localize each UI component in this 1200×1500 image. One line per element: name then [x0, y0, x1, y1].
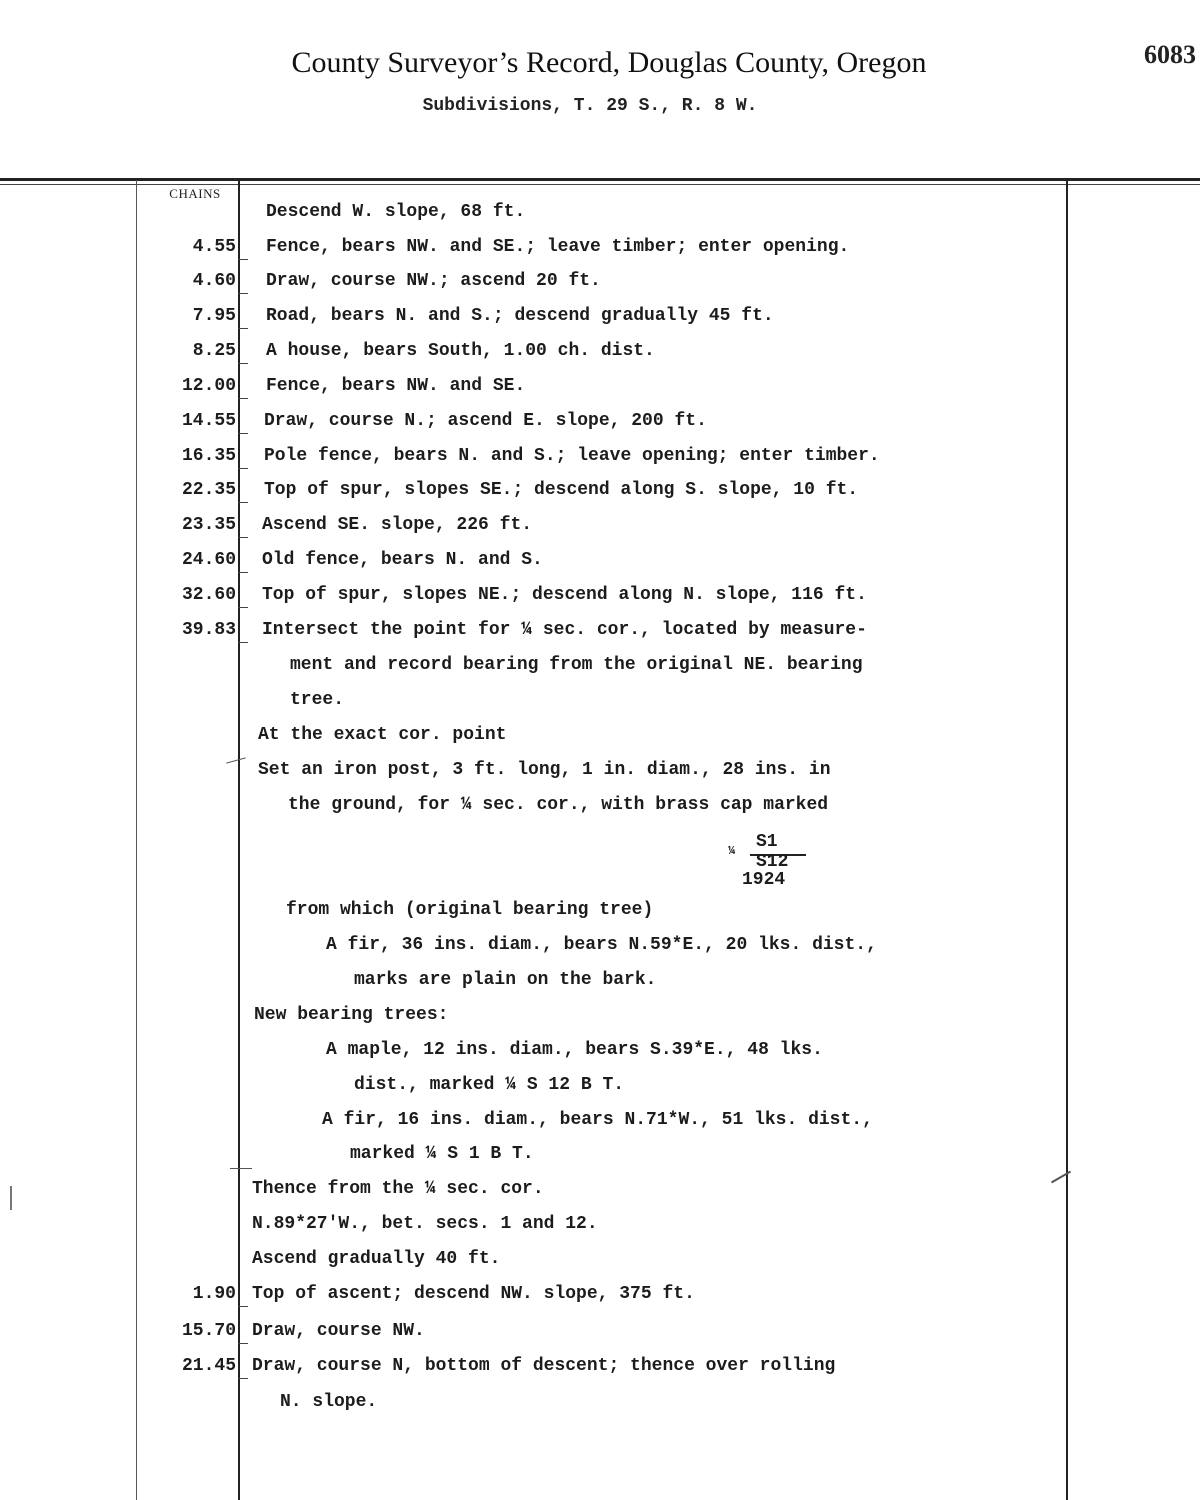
note-text: Top of spur, slopes NE.; descend along N. slope, 116 ft.	[262, 585, 867, 605]
note-text: marks are plain on the bark.	[354, 970, 657, 990]
table-row	[0, 931, 1200, 959]
scan-mark	[230, 1168, 252, 1169]
row-tick	[238, 1378, 248, 1379]
table-row	[0, 337, 1200, 365]
note-text: New bearing trees:	[254, 1005, 449, 1025]
table-row	[0, 1001, 1200, 1029]
table-row	[0, 616, 1200, 644]
table-row	[0, 1245, 1200, 1273]
table-row	[0, 511, 1200, 539]
brass-cap-bottom: S12	[756, 852, 789, 872]
table-row	[0, 686, 1200, 714]
table-row	[0, 651, 1200, 679]
row-tick	[238, 328, 248, 329]
row-tick	[238, 398, 248, 399]
chains-distance: 22.35	[181, 480, 236, 500]
row-tick	[238, 363, 248, 364]
row-tick	[238, 433, 248, 434]
table-row	[0, 581, 1200, 609]
table-row	[0, 372, 1200, 400]
scan-mark	[10, 1186, 12, 1210]
chains-distance: 16.35	[181, 446, 236, 466]
chains-distance: 4.60	[192, 271, 236, 291]
table-row	[0, 1036, 1200, 1064]
note-text: dist., marked ¼ S 12 B T.	[354, 1075, 625, 1095]
chains-distance: 4.55	[192, 237, 236, 257]
table-row	[0, 407, 1200, 435]
table-row	[0, 1280, 1200, 1308]
header-rule	[0, 178, 1200, 181]
note-text: At the exact cor. point	[258, 725, 507, 745]
note-text: Intersect the point for ¼ sec. cor., located by measure-	[262, 620, 867, 640]
chains-distance: 23.35	[181, 515, 236, 535]
table-row	[0, 1071, 1200, 1099]
table-row	[0, 1352, 1200, 1380]
note-text: N. slope.	[280, 1392, 378, 1412]
table-row	[0, 966, 1200, 994]
note-text: Ascend SE. slope, 226 ft.	[262, 515, 533, 535]
note-text: Draw, course NW.	[252, 1321, 425, 1341]
note-text: from which (original bearing tree)	[286, 900, 654, 920]
table-row	[0, 1210, 1200, 1238]
chains-distance: 39.83	[181, 620, 236, 640]
note-text: the ground, for ¼ sec. cor., with brass cap marked	[288, 795, 829, 815]
note-text: A fir, 36 ins. diam., bears N.59*E., 20 lks. dist.,	[326, 935, 877, 955]
chains-distance: 12.00	[181, 376, 236, 396]
chains-distance: 14.55	[181, 411, 236, 431]
table-row	[0, 721, 1200, 749]
chains-distance: 8.25	[192, 341, 236, 361]
table-row	[0, 1388, 1200, 1416]
chains-distance: 1.90	[192, 1284, 236, 1304]
table-row	[0, 791, 1200, 819]
table-row	[0, 896, 1200, 924]
table-row	[0, 546, 1200, 574]
note-text: Top of spur, slopes SE.; descend along S. slope, 10 ft.	[264, 480, 859, 500]
table-row	[0, 476, 1200, 504]
brass-cap-fraction: ¼	[728, 844, 736, 858]
note-text: Road, bears N. and S.; descend gradually 45 ft.	[266, 306, 774, 326]
table-row	[0, 198, 1200, 226]
note-text: Descend W. slope, 68 ft.	[266, 202, 526, 222]
note-text: Ascend gradually 40 ft.	[252, 1249, 501, 1269]
note-text: Draw, course N, bottom of descent; thence over rolling	[252, 1356, 836, 1376]
note-text: Pole fence, bears N. and S.; leave opening; enter timber.	[264, 446, 880, 466]
note-text: A maple, 12 ins. diam., bears S.39*E., 48 lks.	[326, 1040, 823, 1060]
brass-cap-top: S1	[756, 832, 778, 852]
row-tick	[238, 468, 248, 469]
note-text: Top of ascent; descend NW. slope, 375 ft.	[252, 1284, 695, 1304]
row-tick	[238, 1306, 248, 1307]
chains-distance: 21.45	[181, 1356, 236, 1376]
note-text: Draw, course NW.; ascend 20 ft.	[266, 271, 601, 291]
chains-distance: 15.70	[181, 1321, 236, 1341]
note-text: Set an iron post, 3 ft. long, 1 in. diam., 28 ins. in	[258, 760, 831, 780]
chains-distance: 24.60	[181, 550, 236, 570]
brass-cap-year: 1924	[742, 870, 786, 890]
header-rule-thin	[0, 184, 1200, 185]
table-row	[0, 442, 1200, 470]
table-row	[0, 1175, 1200, 1203]
row-tick	[238, 642, 248, 643]
note-text: Thence from the ¼ sec. cor.	[252, 1179, 544, 1199]
row-tick	[238, 502, 248, 503]
note-text: A fir, 16 ins. diam., bears N.71*W., 51 lks. dist.,	[322, 1110, 873, 1130]
table-row	[0, 1140, 1200, 1168]
row-tick	[238, 607, 248, 608]
page-subtitle: Subdivisions, T. 29 S., R. 8 W.	[422, 96, 758, 116]
table-row	[0, 302, 1200, 330]
row-tick	[238, 537, 248, 538]
table-row	[0, 233, 1200, 261]
note-text: marked ¼ S 1 B T.	[350, 1144, 534, 1164]
table-row	[0, 756, 1200, 784]
note-text: N.89*27'W., bet. secs. 1 and 12.	[252, 1214, 598, 1234]
table-row	[0, 267, 1200, 295]
table-row	[0, 1106, 1200, 1134]
note-text: tree.	[290, 690, 345, 710]
note-text: Draw, course N.; ascend E. slope, 200 ft.	[264, 411, 707, 431]
chains-distance: 7.95	[192, 306, 236, 326]
row-tick	[238, 572, 248, 573]
page-number: 6083	[1144, 40, 1196, 69]
row-tick	[238, 259, 248, 260]
chains-column-header: CHAINS	[169, 186, 221, 201]
chains-distance: 32.60	[181, 585, 236, 605]
table-row	[0, 1317, 1200, 1345]
note-text: Old fence, bears N. and S.	[262, 550, 543, 570]
note-text: A house, bears South, 1.00 ch. dist.	[266, 341, 655, 361]
note-text: Fence, bears NW. and SE.	[266, 376, 526, 396]
note-text: ment and record bearing from the original NE. bearing	[290, 655, 863, 675]
row-tick	[238, 293, 248, 294]
page-title: County Surveyor’s Record, Douglas County, Oregon	[291, 46, 927, 79]
note-text: Fence, bears NW. and SE.; leave timber; enter opening.	[266, 237, 850, 257]
row-tick	[238, 1343, 248, 1344]
